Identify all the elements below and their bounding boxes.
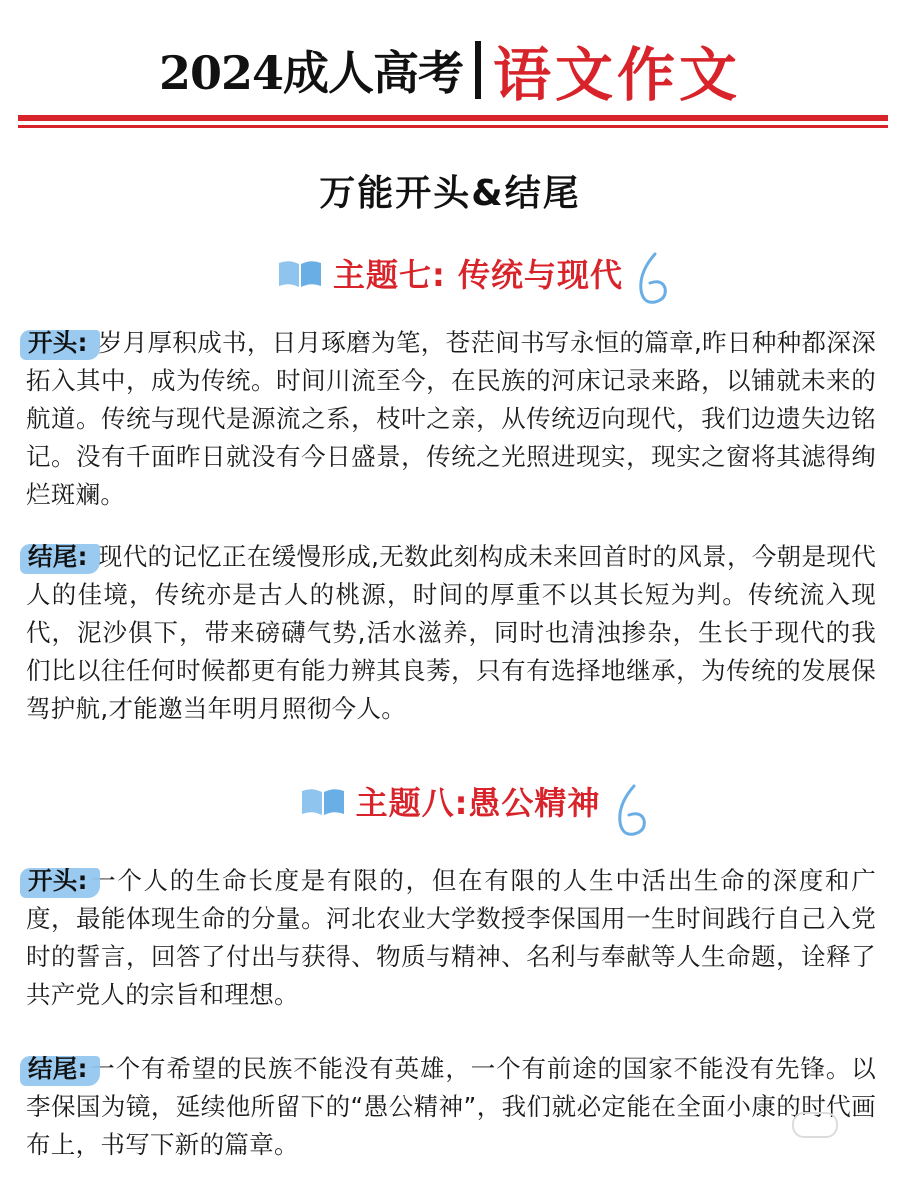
- ending-tag: 结尾:: [26, 1050, 90, 1088]
- page-subtitle: 万能开头&结尾: [319, 173, 581, 214]
- ending-text: 一个有希望的民族不能没有英雄，一个有前途的国家不能没有先锋。以李保国为镜，延续他所留下的“愚公精神”，我们就必定能在全面小康的时代画布上，书写下新的篇章。: [26, 1054, 876, 1159]
- opening-tag: 开头:: [26, 862, 90, 900]
- theme-label: 主题八:愚公精神: [355, 784, 601, 822]
- header-rule-thin: [18, 125, 888, 128]
- theme-label: 主题七: 传统与现代: [333, 256, 623, 294]
- swirl-icon: [625, 252, 673, 308]
- ending-tag: 结尾:: [26, 538, 90, 576]
- swirl-icon: [604, 784, 652, 840]
- section-7-opening: [26, 324, 876, 514]
- page-header: [0, 30, 900, 110]
- watermark-badge: [792, 1112, 838, 1138]
- opening-text: 岁月厚积成书，日月琢磨为笔，苍茫间书写永恒的篇章,昨日种种都深深拓入其中，成为传统。时间川流至今，在民族的河床记录来路，以铺就未来的航道。传统与现代是源流之系，枝叶之亲，从传统迈向现代，我们边遗失边铭记。没有千面昨日就没有今日盛景，传统之光照进现实，现实之窗将其滤得绚烂斑斓。: [26, 328, 876, 509]
- section-8-opening: [26, 862, 876, 1014]
- theme-heading-8: [0, 778, 900, 824]
- theme-heading-7: [0, 250, 900, 296]
- header-divider: [475, 41, 481, 99]
- header-rule-thick: [18, 115, 888, 121]
- ending-text: 现代的记忆正在缓慢形成,无数此刻构成未来回首时的风景，今朝是现代人的佳境，传统亦是古人的桃源，时间的厚重不以其长短为判。传统流入现代，泥沙俱下，带来磅礴气势,活水滋养，同时也清浊掺杂，生长于现代的我们比以往任何时候都更有能力辨其良莠，只有有选择地继承，为传统的发展保驾护航,才能邀当年明月照彻今人。: [26, 542, 876, 723]
- open-book-icon: [277, 257, 323, 289]
- open-book-icon: [300, 785, 346, 817]
- opening-text: 一个人的生命长度是有限的，但在有限的人生中活出生命的深度和广度，最能体现生命的分量。河北农业大学数授李保国用一生时间践行自己入党时的誓言，回答了付出与获得、物质与精神、名利与奉献等人生命题，诠释了共产党人的宗旨和理想。: [26, 866, 876, 1009]
- header-title-left: 2024成人高考: [158, 46, 463, 100]
- section-7-ending: [26, 538, 876, 728]
- header-title-right: 语文作文: [493, 41, 742, 109]
- opening-tag: 开头:: [26, 324, 90, 362]
- section-8-ending: [26, 1050, 876, 1164]
